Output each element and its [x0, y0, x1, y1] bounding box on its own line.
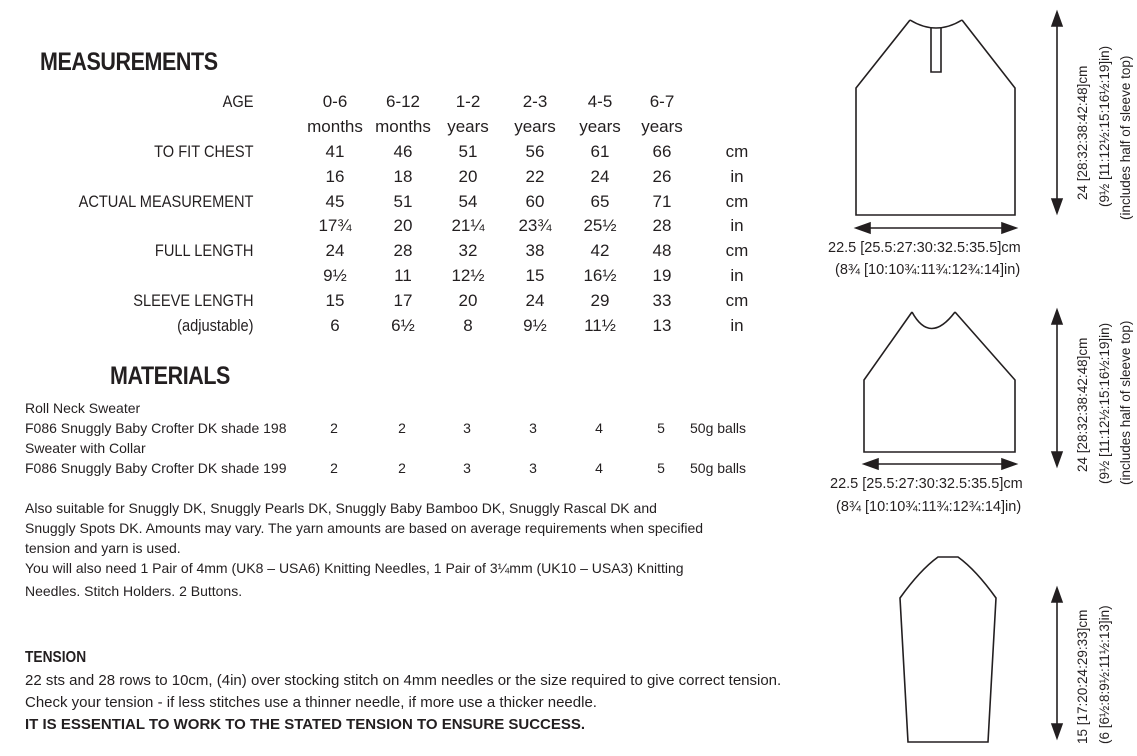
- materials-note-line: Snuggly Spots DK. Amounts may vary. The yarn amounts are based on average requirements when specified: [25, 520, 704, 536]
- measurement-cell: 8: [463, 315, 473, 335]
- age-header-bottom: months: [307, 117, 363, 136]
- measurement-cell: 16½: [583, 266, 617, 285]
- measurement-cell: 38: [525, 241, 545, 261]
- measurement-cell: 41: [325, 142, 345, 161]
- measurement-cell: 61: [590, 142, 610, 161]
- measurement-cell: 26: [652, 166, 672, 186]
- back-length-cm: 24 [28:32:38:42:48]cm: [1075, 65, 1090, 200]
- measurement-row-label: TO FIT CHEST: [154, 142, 254, 161]
- back-width-cm: 22.5 [25.5:27:30:32.5:35.5]cm: [828, 240, 1021, 256]
- measurement-cell: 20: [458, 166, 478, 186]
- measurement-cell: 23¾: [518, 216, 552, 236]
- materials-quantity: 3: [529, 460, 537, 476]
- measurement-cell: 42: [590, 241, 610, 261]
- measurement-unit: in: [730, 266, 744, 285]
- measurement-cell: 15: [325, 290, 345, 310]
- measurement-cell: 51: [393, 191, 413, 211]
- front-length-arrow: [1052, 310, 1062, 466]
- measurement-cell: 16: [325, 166, 345, 186]
- front-piece-outline: [864, 312, 1015, 452]
- materials-quantity: 5: [657, 460, 665, 476]
- materials-unit: 50g balls: [690, 420, 747, 436]
- materials-quantity: 4: [595, 420, 603, 436]
- materials-quantity: 2: [330, 460, 338, 476]
- measurement-cell: 33: [652, 290, 672, 310]
- back-width-in: (8¾ [10:10¾:11¾:12¾:14]in): [835, 262, 1021, 278]
- sleeve-piece-outline: [900, 557, 996, 742]
- measurement-cell: 22: [525, 166, 545, 186]
- materials-quantity: 5: [657, 420, 665, 436]
- measurement-cell: 9½: [323, 266, 347, 285]
- measurement-cell: 12½: [451, 266, 485, 285]
- measurement-cell: 60: [525, 191, 545, 211]
- measurement-cell: 13: [652, 315, 672, 335]
- materials-heading: MATERIALS: [110, 362, 230, 390]
- materials-note-line: Needles. Stitch Holders. 2 Buttons.: [25, 583, 243, 599]
- back-length-arrow: [1052, 12, 1062, 213]
- sleeve-length-in: (6 [6½:8:9½:11½:13]in): [1097, 605, 1112, 744]
- measurement-cell: 19: [652, 266, 672, 285]
- measurement-cell: 17¾: [318, 216, 352, 236]
- measurement-cell: 54: [458, 191, 478, 211]
- tension-line-2: Check your tension - if less stitches use a thinner needle, if more use a thicker needle.: [25, 694, 597, 711]
- measurement-cell: 66: [652, 142, 672, 161]
- back-piece-outline: [856, 20, 1015, 215]
- age-header-bottom: years: [514, 117, 556, 136]
- measurement-unit: cm: [725, 290, 749, 310]
- measurement-unit: cm: [725, 142, 749, 161]
- tension-line-3: IT IS ESSENTIAL TO WORK TO THE STATED TENSION TO ENSURE SUCCESS.: [25, 716, 586, 733]
- measurement-cell: 11½: [584, 315, 616, 335]
- age-header-bottom: years: [641, 117, 683, 136]
- measurement-cell: 28: [393, 241, 413, 261]
- measurement-cell: 20: [393, 216, 413, 236]
- measurement-cell: 46: [393, 142, 413, 161]
- measurement-cell: 15: [525, 266, 545, 285]
- materials-note-line: tension and yarn is used.: [25, 540, 181, 556]
- measurement-cell: 24: [590, 166, 610, 186]
- materials-quantity: 2: [398, 460, 406, 476]
- age-header-top: 6-12: [385, 92, 421, 111]
- front-width-cm: 22.5 [25.5:27:30:32.5:35.5]cm: [830, 476, 1023, 492]
- measurement-unit: cm: [725, 241, 749, 261]
- front-length-note: (includes half of sleeve top): [1118, 320, 1133, 485]
- measurement-cell: 20: [458, 290, 478, 310]
- materials-quantity: 2: [398, 420, 406, 436]
- back-length-note: (includes half of sleeve top): [1118, 55, 1133, 220]
- age-header-top: 6-7: [649, 92, 675, 111]
- tension-heading: TENSION: [25, 649, 87, 666]
- measurement-unit: in: [730, 166, 744, 186]
- back-width-arrow: [856, 223, 1016, 233]
- measurement-row-label: FULL LENGTH: [154, 241, 254, 261]
- measurement-cell: 65: [590, 191, 610, 211]
- materials-line-text: F086 Snuggly Baby Crofter DK shade 199: [25, 460, 287, 476]
- materials-line-text: Roll Neck Sweater: [25, 400, 141, 416]
- front-length-in: (9½ [11:12½:15:16½:19]in): [1097, 322, 1112, 484]
- materials-note-line: You will also need 1 Pair of 4mm (UK8 – USA6) Knitting Needles, 1 Pair of 3¼mm (UK10 – USA3) Knitting: [25, 560, 684, 576]
- materials-quantity: 3: [463, 460, 471, 476]
- measurement-cell: 45: [325, 191, 345, 211]
- measurement-cell: 21¼: [451, 216, 485, 236]
- materials-quantity: 4: [595, 460, 603, 476]
- measurement-cell: 51: [458, 142, 478, 161]
- measurement-cell: 18: [393, 166, 413, 186]
- measurement-row-label: (adjustable): [177, 315, 254, 335]
- measurement-cell: 6½: [391, 315, 415, 335]
- age-header-top: 1-2: [455, 92, 481, 111]
- measurement-cell: 11: [394, 266, 412, 285]
- tension-line-1: 22 sts and 28 rows to 10cm, (4in) over stocking stitch on 4mm needles or the size required to give correct tension.: [25, 672, 782, 689]
- measurement-cell: 48: [652, 241, 672, 261]
- measurement-row-label: SLEEVE LENGTH: [133, 290, 254, 310]
- age-header-bottom: years: [447, 117, 489, 136]
- measurement-unit: cm: [725, 191, 749, 211]
- measurement-cell: 28: [652, 216, 672, 236]
- front-width-in: (8¾ [10:10¾:11¾:12¾:14]in): [836, 499, 1022, 515]
- front-width-arrow: [864, 459, 1016, 469]
- materials-line-text: Sweater with Collar: [25, 440, 146, 456]
- measurement-cell: 6: [330, 315, 340, 335]
- age-header-bottom: years: [579, 117, 621, 136]
- age-header-top: 2-3: [522, 92, 548, 111]
- measurement-cell: 9½: [523, 315, 547, 335]
- materials-quantity: 2: [330, 420, 338, 436]
- age-header-top: 0-6: [322, 92, 348, 111]
- back-length-in: (9½ [11:12½:15:16½:19]in): [1097, 45, 1112, 207]
- measurement-cell: 24: [325, 241, 345, 261]
- measurement-cell: 56: [525, 142, 545, 161]
- front-length-cm: 24 [28:32:38:42:48]cm: [1075, 337, 1090, 472]
- measurement-row-label: ACTUAL MEASUREMENT: [78, 191, 254, 211]
- materials-quantity: 3: [529, 420, 537, 436]
- measurements-heading: MEASUREMENTS: [40, 48, 218, 76]
- materials-line-text: F086 Snuggly Baby Crofter DK shade 198: [25, 420, 287, 436]
- age-header-bottom: months: [375, 117, 431, 136]
- measurement-cell: 24: [525, 290, 545, 310]
- measurement-unit: in: [730, 315, 744, 335]
- measurement-cell: 32: [458, 241, 478, 261]
- sleeve-length-arrow: [1052, 588, 1062, 738]
- materials-note-line: Also suitable for Snuggly DK, Snuggly Pearls DK, Snuggly Baby Bamboo DK, Snuggly Rascal DK and: [25, 500, 657, 516]
- sleeve-length-cm: 15 [17:20:24:29:33]cm: [1075, 609, 1090, 744]
- materials-unit: 50g balls: [690, 460, 747, 476]
- materials-quantity: 3: [463, 420, 471, 436]
- measurement-unit: in: [730, 216, 744, 236]
- measurement-cell: 29: [590, 290, 610, 310]
- measurement-cell: 17: [393, 290, 413, 310]
- age-header-top: 4-5: [587, 92, 613, 111]
- measurement-cell: 71: [652, 191, 672, 211]
- measurement-cell: 25½: [583, 216, 617, 236]
- age-label: AGE: [222, 92, 254, 111]
